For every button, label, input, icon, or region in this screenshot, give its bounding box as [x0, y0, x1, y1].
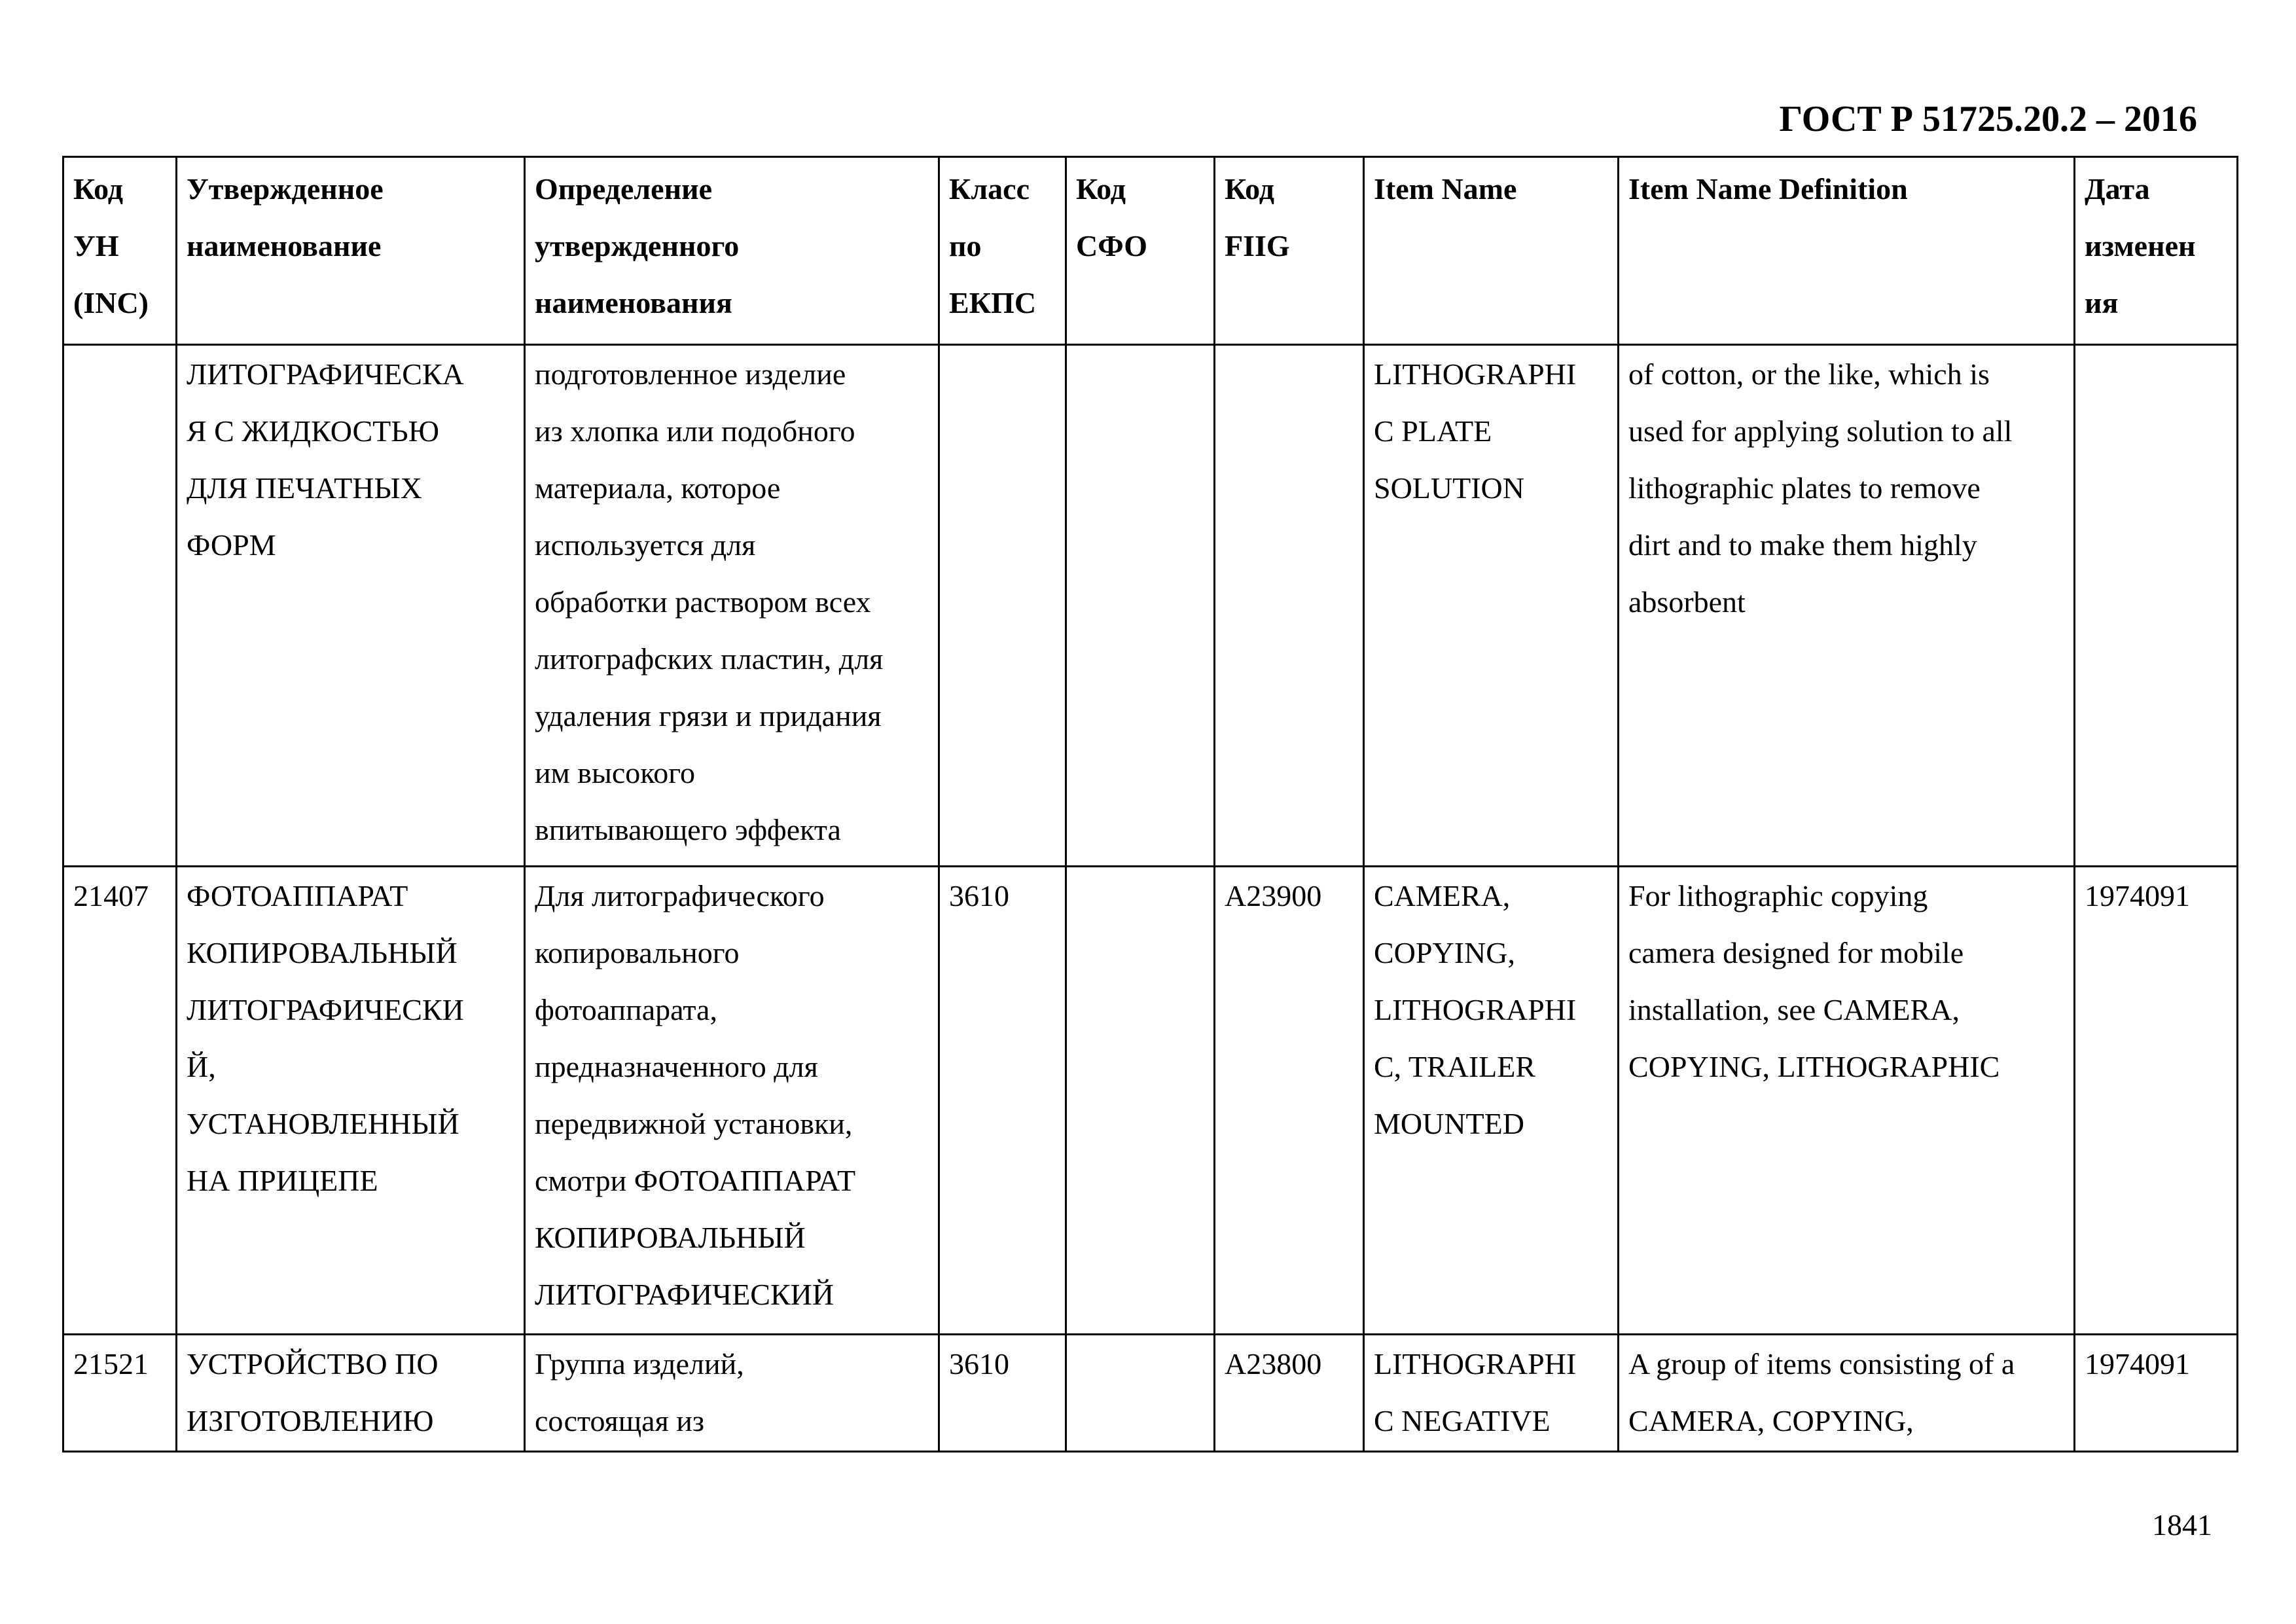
cell-change-date — [2075, 1335, 2238, 1452]
cell-change-date — [2075, 345, 2238, 867]
cell-change-date — [2075, 867, 2238, 1335]
cell-text-line: Код — [1076, 172, 1126, 206]
cell-text-line: ДЛЯ ПЕЧАТНЫХ — [187, 471, 422, 505]
cell-inc-code — [63, 345, 177, 867]
cell-text-line: ЛИТОГРАФИЧЕСКИЙ — [535, 1278, 834, 1311]
cell-text-line: For lithographic copying — [1628, 879, 1928, 912]
cell-text-line: Дата — [2085, 172, 2150, 206]
cell-class — [939, 1335, 1066, 1452]
table-header-row — [63, 157, 2238, 345]
cell-text-line: используется для — [535, 528, 756, 562]
cell-text-line: Для литографического — [535, 879, 825, 912]
cell-text-line: camera designed for mobile — [1628, 936, 1964, 969]
cell-text-line: 1974091 — [2085, 1347, 2190, 1380]
cell-item-name — [1364, 867, 1619, 1335]
cell-text-line: Item Name — [1374, 172, 1517, 206]
cell-text-line: (INC) — [73, 286, 149, 319]
nomenclature-table — [62, 156, 2238, 1453]
document-standard-number: ГОСТ Р 51725.20.2 – 2016 — [1779, 99, 2197, 139]
column-header-fiig-code — [1215, 157, 1364, 345]
cell-text-line: absorbent — [1628, 585, 1746, 619]
cell-text-line: НА ПРИЦЕПЕ — [187, 1164, 378, 1197]
cell-text-line: A group of items consisting of a — [1628, 1347, 2015, 1380]
column-header-item-name — [1364, 157, 1619, 345]
cell-text-line: впитывающего эффекта — [535, 813, 841, 846]
cell-text-line: Я С ЖИДКОСТЬЮ — [187, 414, 439, 448]
column-header-approved-name — [177, 157, 525, 345]
cell-text-line: 21407 — [73, 879, 149, 912]
column-header-sfo-code — [1066, 157, 1215, 345]
cell-text-line: dirt and to make them highly — [1628, 528, 1977, 562]
cell-text-line: ЕКПС — [949, 286, 1037, 319]
cell-text-line: installation, see CAMERA, — [1628, 993, 1960, 1026]
cell-text-line: УСТРОЙСТВО ПО — [187, 1347, 439, 1380]
cell-text-line: C NEGATIVE — [1374, 1404, 1551, 1437]
cell-text-line: ЛИТОГРАФИЧЕСКИ — [187, 993, 464, 1026]
cell-text-line: CAMERA, — [1374, 879, 1511, 912]
cell-approved-name — [177, 1335, 525, 1452]
cell-text-line: КОПИРОВАЛЬНЫЙ — [535, 1221, 806, 1254]
column-header-inc-code — [63, 157, 177, 345]
cell-text-line: изменен — [2085, 229, 2196, 262]
cell-text-line: литографских пластин, для — [535, 642, 884, 676]
cell-inc-code — [63, 867, 177, 1335]
cell-text-line: наименования — [535, 286, 732, 319]
cell-text-line: утвержденного — [535, 229, 740, 262]
cell-definition — [525, 1335, 939, 1452]
cell-text-line: used for applying solution to all — [1628, 414, 2013, 448]
cell-text-line: FIIG — [1225, 229, 1290, 262]
table-row — [63, 345, 2238, 867]
cell-text-line: КОПИРОВАЛЬНЫЙ — [187, 936, 457, 969]
table-row — [63, 1335, 2238, 1452]
cell-text-line: ия — [2085, 286, 2119, 319]
cell-class — [939, 867, 1066, 1335]
cell-text-line: 1974091 — [2085, 879, 2190, 912]
cell-text-line: CAMERA, COPYING, — [1628, 1404, 1914, 1437]
cell-text-line: Item Name Definition — [1628, 172, 1908, 206]
cell-text-line: lithographic plates to remove — [1628, 471, 1981, 505]
cell-text-line: Класс — [949, 172, 1030, 206]
cell-text-line: материала, которое — [535, 471, 781, 505]
cell-text-line: наименование — [187, 229, 382, 262]
cell-item-name-definition — [1619, 1335, 2075, 1452]
cell-sfo-code — [1066, 345, 1215, 867]
cell-text-line: SOLUTION — [1374, 471, 1524, 505]
cell-sfo-code — [1066, 1335, 1215, 1452]
cell-text-line: СФО — [1076, 229, 1148, 262]
cell-text-line: ФОТОАППАРАТ — [187, 879, 408, 912]
table-row — [63, 867, 2238, 1335]
cell-text-line: C PLATE — [1374, 414, 1492, 448]
cell-approved-name — [177, 345, 525, 867]
cell-text-line: ИЗГОТОВЛЕНИЮ — [187, 1404, 434, 1437]
cell-text-line: смотри ФОТОАППАРАТ — [535, 1164, 856, 1197]
cell-definition — [525, 345, 939, 867]
cell-text-line: of cotton, or the like, which is — [1628, 357, 1990, 391]
cell-text-line: COPYING, — [1374, 936, 1515, 969]
cell-text-line: УН — [73, 229, 119, 262]
cell-text-line: C, TRAILER — [1374, 1050, 1536, 1083]
cell-text-line: предназначенного для — [535, 1050, 818, 1083]
cell-text-line: A23900 — [1225, 879, 1322, 912]
cell-text-line: передвижной установки, — [535, 1107, 853, 1140]
cell-text-line: 3610 — [949, 879, 1009, 912]
column-header-change-date — [2075, 157, 2238, 345]
cell-item-name — [1364, 345, 1619, 867]
cell-inc-code — [63, 1335, 177, 1452]
cell-fiig-code — [1215, 867, 1364, 1335]
cell-text-line: подготовленное изделие — [535, 357, 846, 391]
column-header-item-name-definition — [1619, 157, 2075, 345]
cell-text-line: фотоаппарата, — [535, 993, 717, 1026]
cell-text-line: Утвержденное — [187, 172, 384, 206]
cell-class — [939, 345, 1066, 867]
column-header-approved-name-definition — [525, 157, 939, 345]
cell-text-line: УСТАНОВЛЕННЫЙ — [187, 1107, 459, 1140]
cell-text-line: им высокого — [535, 756, 696, 789]
cell-text-line: из хлопка или подобного — [535, 414, 855, 448]
cell-text-line: COPYING, LITHOGRAPHIC — [1628, 1050, 2000, 1083]
cell-text-line: LITHOGRAPHI — [1374, 357, 1577, 391]
cell-text-line: Определение — [535, 172, 713, 206]
cell-text-line: ЛИТОГРАФИЧЕСКА — [187, 357, 464, 391]
cell-text-line: Код — [1225, 172, 1275, 206]
cell-text-line: MOUNTED — [1374, 1107, 1524, 1140]
cell-text-line: удаления грязи и придания — [535, 699, 882, 732]
cell-text-line: ФОРМ — [187, 528, 276, 562]
cell-text-line: обработки раствором всех — [535, 585, 871, 619]
cell-text-line: Группа изделий, — [535, 1347, 744, 1380]
cell-text-line: 3610 — [949, 1347, 1009, 1380]
cell-text-line: 21521 — [73, 1347, 149, 1380]
cell-item-name-definition — [1619, 867, 2075, 1335]
cell-text-line: Й, — [187, 1050, 216, 1083]
page-number: 1841 — [2152, 1508, 2212, 1542]
cell-fiig-code — [1215, 345, 1364, 867]
cell-text-line: Код — [73, 172, 124, 206]
cell-sfo-code — [1066, 867, 1215, 1335]
cell-fiig-code — [1215, 1335, 1364, 1452]
cell-approved-name — [177, 867, 525, 1335]
cell-definition — [525, 867, 939, 1335]
cell-item-name-definition — [1619, 345, 2075, 867]
cell-item-name — [1364, 1335, 1619, 1452]
column-header-class — [939, 157, 1066, 345]
cell-text-line: A23800 — [1225, 1347, 1322, 1380]
cell-text-line: LITHOGRAPHI — [1374, 1347, 1577, 1380]
cell-text-line: по — [949, 229, 982, 262]
cell-text-line: состоящая из — [535, 1404, 705, 1437]
cell-text-line: копировального — [535, 936, 740, 969]
cell-text-line: LITHOGRAPHI — [1374, 993, 1577, 1026]
